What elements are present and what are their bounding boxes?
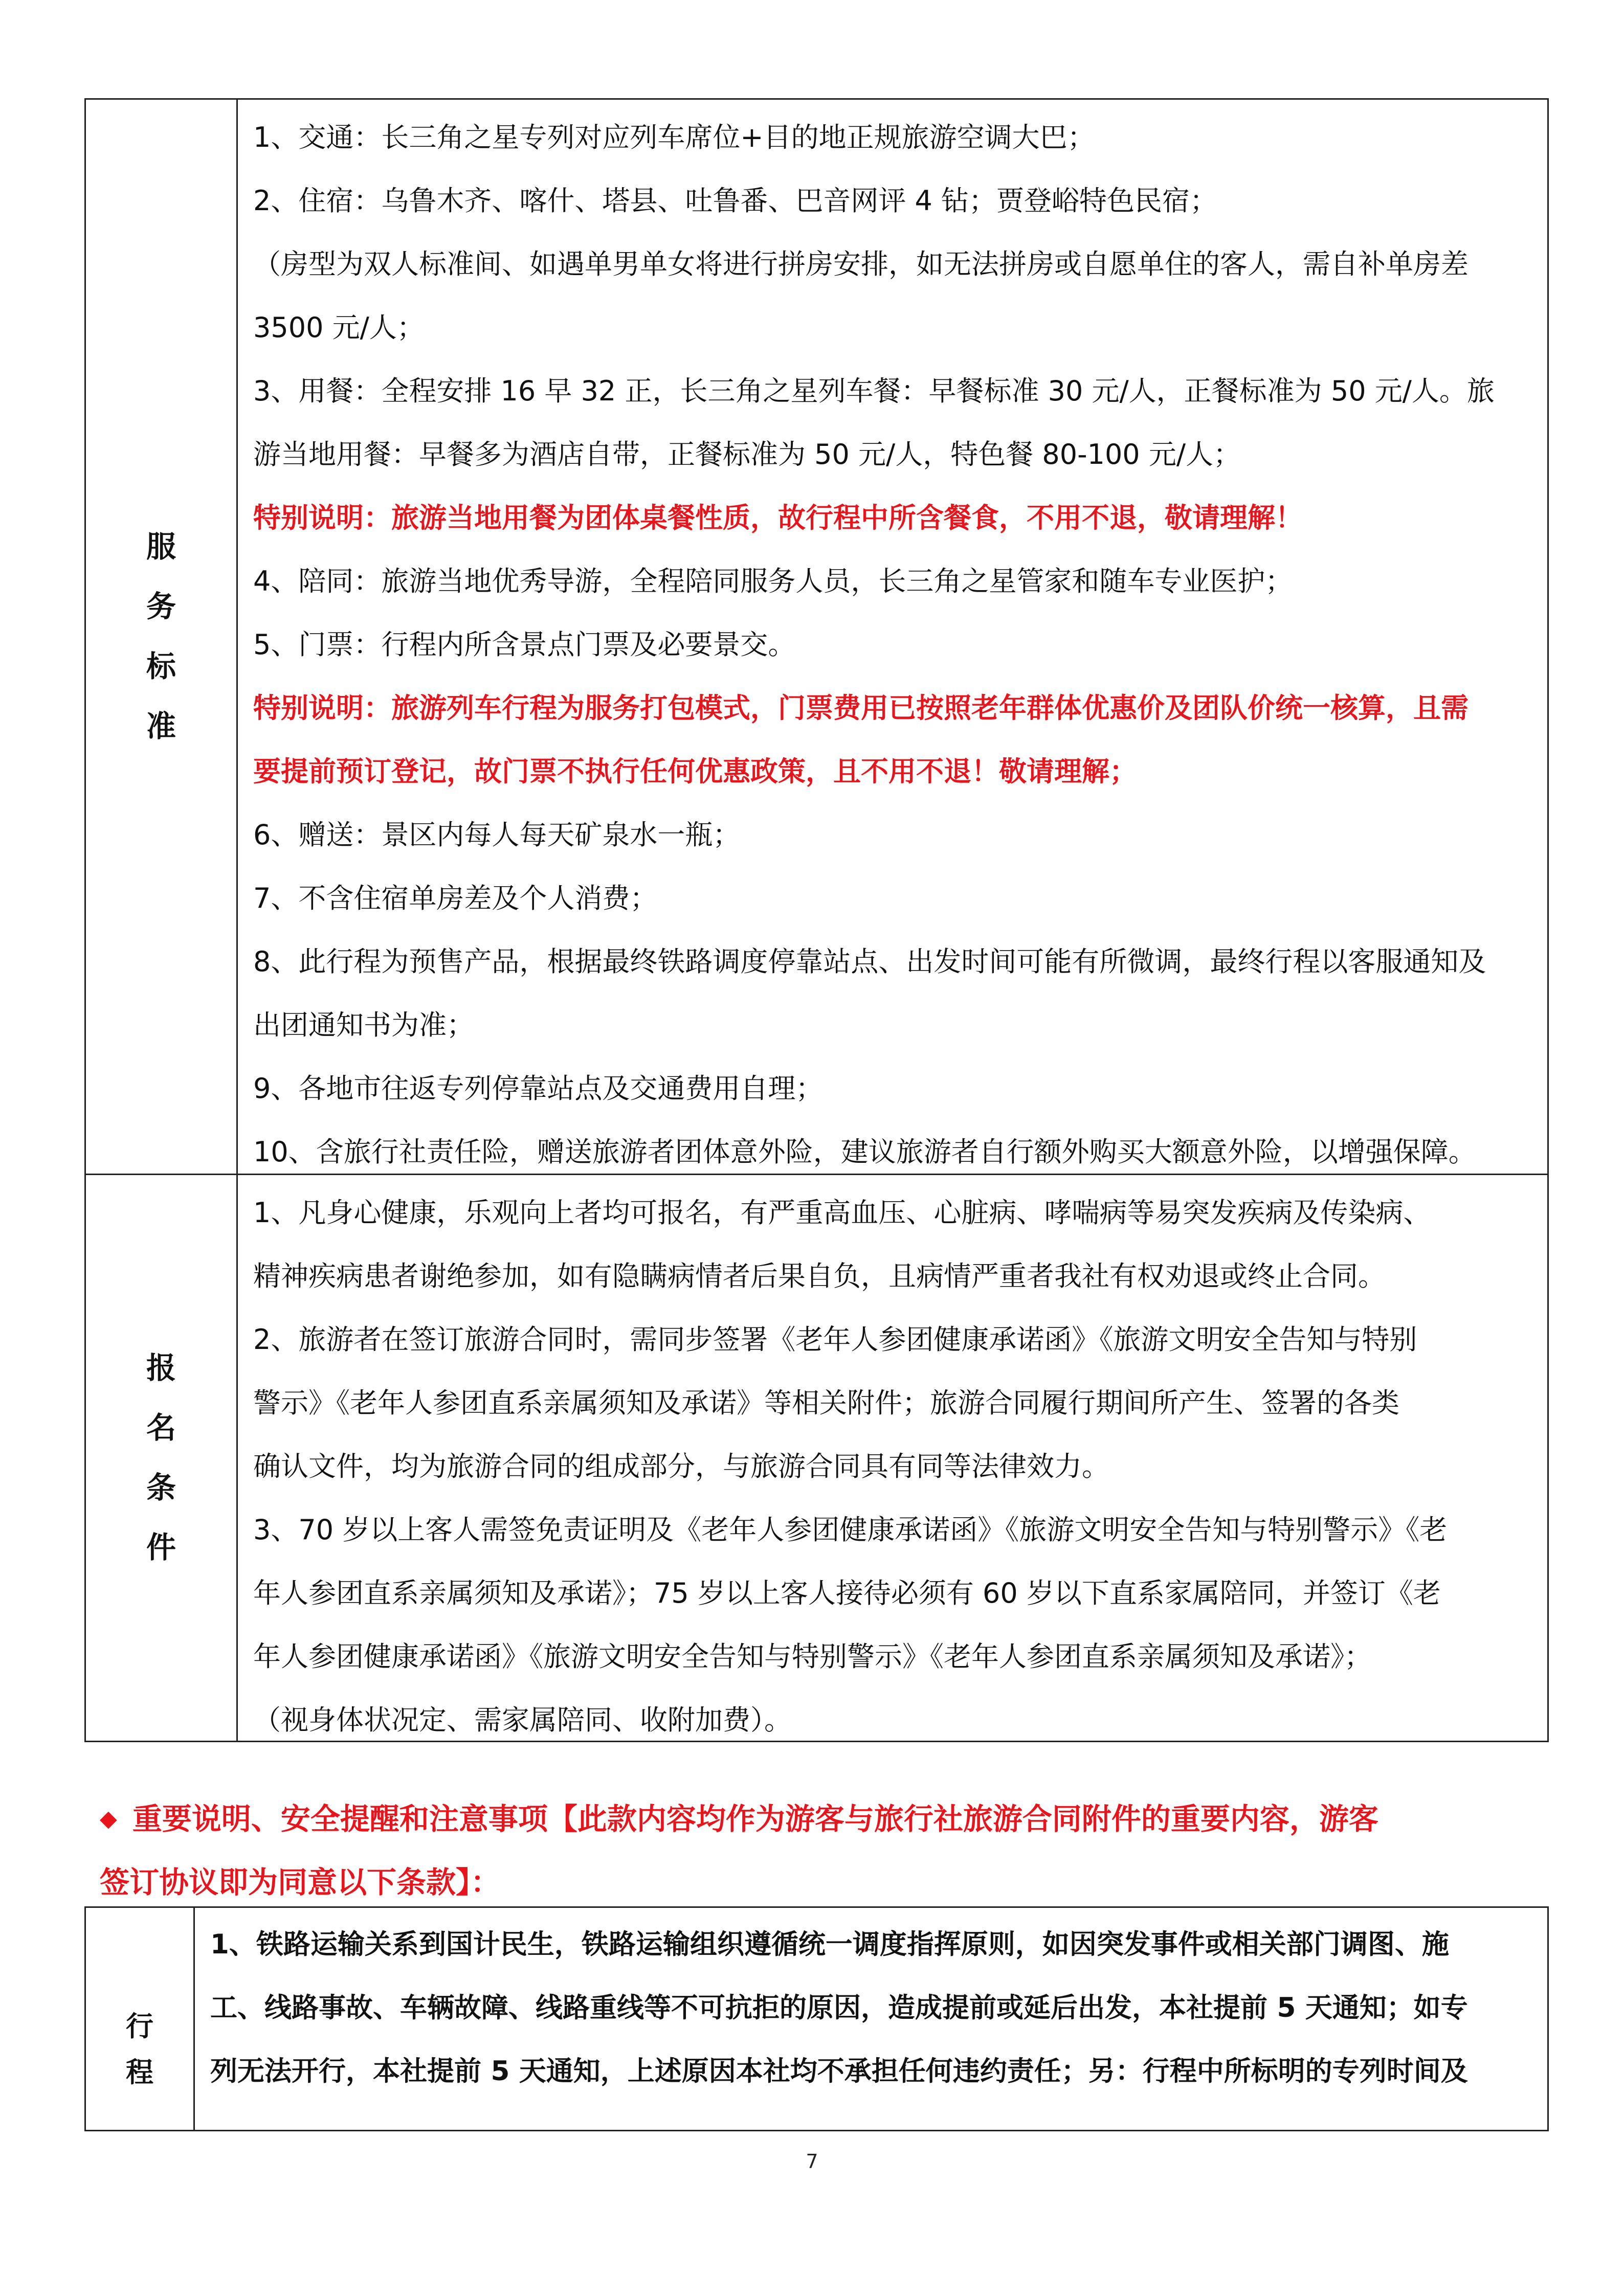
label-char: 件	[146, 1530, 176, 1565]
itinerary-content	[195, 1908, 1547, 2130]
registration-content	[238, 1175, 1547, 1741]
registration-line: 1、凡身心健康，乐观向上者均可报名，有严重高血压、心脏病、哮喘病等易突发疾病及传染病、	[253, 1197, 1431, 1229]
label-char: 行	[126, 2010, 153, 2042]
label-char: 名	[146, 1410, 176, 1445]
registration-line: 2、旅游者在签订旅游合同时，需同步签署《老年人参团健康承诺函》《旅游文明安全告知与特别	[253, 1323, 1417, 1356]
itinerary-line: 1、铁路运输关系到国计民生，铁路运输组织遵循统一调度指挥原则，如因突发事件或相关部门调图、施	[210, 1929, 1449, 1960]
service-standard-label	[146, 517, 176, 756]
service-line: 8、此行程为预售产品，根据最终铁路调度停靠站点、出发时间可能有所微调，最终行程以客服通知及	[253, 946, 1486, 978]
itinerary-label	[126, 2004, 153, 2096]
service-line: 6、赠送：景区内每人每天矿泉水一瓶；	[253, 819, 741, 851]
service-line: 2、住宿：乌鲁木齐、喀什、塔县、吐鲁番、巴音网评 4 钻；贾登峪特色民宿；	[253, 185, 1218, 217]
itinerary-line: 工、线路事故、车辆故障、线路重线等不可抗拒的原因，造成提前或延后出发，本社提前 5 天通知；如专	[210, 1992, 1468, 2023]
registration-label-cell	[86, 1175, 238, 1741]
service-line: （房型为双人标准间、如遇单男单女将进行拼房安排，如无法拼房或自愿单住的客人，需自补单房差	[253, 248, 1469, 280]
notice-text-1: 重要说明、安全提醒和注意事项【此款内容均作为游客与旅行社旅游合同附件的重要内容，游客	[132, 1802, 1378, 1836]
service-line: 3、用餐：全程安排 16 早 32 正，长三角之星列车餐：早餐标准 30 元/人，正餐标准为 50 元/人。旅	[253, 375, 1495, 407]
label-char: 程	[126, 2056, 153, 2088]
service-line: 4、陪同：旅游当地优秀导游，全程陪同服务人员，长三角之星管家和随车专业医护；	[253, 565, 1293, 597]
label-char: 条	[146, 1470, 176, 1505]
registration-line: 确认文件，均为旅游合同的组成部分，与旅游合同具有同等法律效力。	[253, 1450, 1109, 1482]
itinerary-label-cell	[86, 1908, 195, 2130]
service-standard-content	[238, 100, 1547, 1174]
special-note: 要提前预订登记，故门票不执行任何优惠政策，且不用不退！敬请理解；	[253, 755, 1137, 787]
service-standard-label-cell	[86, 100, 238, 1174]
registration-line: 3、70 岁以上客人需签免责证明及《老年人参团健康承诺函》《旅游文明安全告知与特别警示》《老	[253, 1514, 1448, 1546]
special-note: 特别说明：旅游列车行程为服务打包模式，门票费用已按照老年群体优惠价及团队价统一核算，且需	[253, 692, 1469, 724]
label-char: 报	[146, 1350, 176, 1385]
itinerary-table	[84, 1906, 1549, 2131]
label-char: 务	[146, 589, 176, 624]
registration-line: 年人参团直系亲属须知及承诺》；75 岁以上客人接待必须有 60 岁以下直系家属陪同，并签订《老	[253, 1577, 1441, 1609]
service-line: 5、门票：行程内所含景点门票及必要景交。	[253, 628, 796, 661]
itinerary-line: 列无法开行，本社提前 5 天通知，上述原因本社均不承担任何违约责任；另：行程中所标明的专列时间及	[210, 2056, 1468, 2087]
service-line: 1、交通：长三角之星专列对应列车席位+目的地正规旅游空调大巴；	[253, 121, 1095, 153]
service-line: 10、含旅行社责任险，赠送旅游者团体意外险，建议旅游者自行额外购买大额意外险，以增强保障。	[253, 1136, 1476, 1168]
label-char: 标	[146, 649, 176, 684]
registration-table	[84, 1174, 1549, 1742]
service-line: 出团通知书为准；	[253, 1009, 474, 1041]
page-number: 7	[806, 2150, 818, 2173]
notice-line-2: 签订协议即为同意以下条款】：	[100, 1865, 501, 1900]
important-notice-heading	[100, 1787, 1547, 1914]
special-note: 特别说明：旅游当地用餐为团体桌餐性质，故行程中所含餐食，不用不退，敬请理解！	[253, 502, 1303, 534]
registration-line: （视身体状况定、需家属陪同、收附加费）。	[253, 1704, 792, 1736]
service-line: 7、不含住宿单房差及个人消费；	[253, 882, 658, 914]
service-line: 9、各地市往返专列停靠站点及交通费用自理；	[253, 1072, 824, 1105]
service-line: 3500 元/人；	[253, 311, 425, 344]
service-standard-table	[84, 98, 1549, 1175]
diamond-bullet-icon: ◆	[100, 1806, 117, 1832]
label-char: 准	[146, 709, 176, 744]
registration-line: 精神疾病患者谢绝参加，如有隐瞒病情者后果自负，且病情严重者我社有权劝退或终止合同。	[253, 1260, 1386, 1292]
registration-line: 年人参团健康承诺函》《旅游文明安全告知与特别警示》《老年人参团直系亲属须知及承诺》；	[253, 1640, 1372, 1673]
registration-label	[146, 1338, 176, 1578]
registration-line: 警示》《老年人参团直系亲属须知及承诺》等相关附件；旅游合同履行期间所产生、签署的各类	[253, 1387, 1399, 1419]
notice-line-1	[100, 1787, 1547, 1851]
label-char: 服	[146, 529, 176, 564]
service-line: 游当地用餐：早餐多为酒店自带，正餐标准为 50 元/人，特色餐 80-100 元/人；	[253, 438, 1241, 470]
